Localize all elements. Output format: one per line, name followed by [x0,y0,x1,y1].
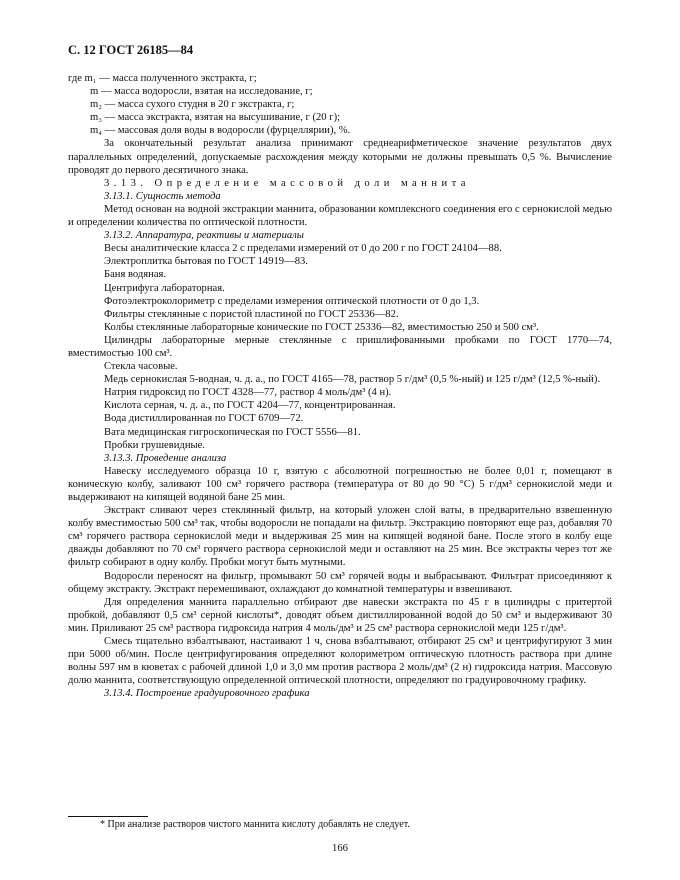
variable-definitions [68,72,612,137]
list-item: Пробки грушевидные. [104,439,205,451]
paragraph-procedure: Для определения маннита параллельно отбирают две навески экстракта по 45 г в цилиндры с притертой пробкой, добавляют 0,5 см³ серной кислоты*, доводят объем дистиллированной водой до 50 см³ и выдерживают 30 мин. Приливают 25 см³ раствора гидроксида натрия 4 моль/дм³ и 25 см³ раствора сернокислой меди 125 г/дм³. [68,596,612,634]
definition-m4: m₄ — массовая доля воды в водоросли (фурцеллярии), %. [90,125,351,137]
list-item: Кислота серная, ч. д. а., по ГОСТ 4204—77, концентрированная. [104,400,396,412]
paragraph-procedure: Навеску исследуемого образца 10 г, взятую с абсолютной погрешностью не более 0,01 г, помещают в коническую колбу, заливают 100 см³ горячего раствора (температура от 80 до 90 °С) 5 г/дм³ сернокислой меди и выдерживают на кипящей водяной бане 25 мин. [68,465,612,503]
paragraph-procedure: Смесь тщательно взбалтывают, настаивают 1 ч, снова взбалтывают, отбирают 25 см³ и центрифугируют 3 мин при 5000 об/мин. После центрифугирования определяют колориметром оптическую плотность раствора при длине волны 597 нм в кюветах с рабочей длиной 1,0 и 3,0 мм против раствора 2 моль/дм³ (2 н) гидроксида натрия. Массовую долю маннита, соответствующую определенной оптической плотности, определяют по градуировочному графику. [68,636,612,687]
definition-m1: где m₁ — масса полученного экстракта, г; [68,73,257,84]
list-item: Электроплитка бытовая по ГОСТ 14919—83. [104,256,308,268]
subsection-heading-3-13-3: 3.13.3. Проведение анализа [104,452,227,464]
list-item: Весы аналитические класса 2 с пределами измерений от 0 до 200 г по ГОСТ 24104—88. [104,243,502,255]
list-item: Баня водяная. [104,269,167,281]
definition-m: m — масса водоросли, взятая на исследование, г; [90,86,313,98]
paragraph-procedure: Экстракт сливают через стеклянный фильтр, на который уложен слой ваты, в предварительно взвешенную колбу вместимостью 500 см³ так, чтобы водоросли не попадали на фильтр. Экстракцию повторяют еще раз, добавляя 70 см³ горячего раствора сернокислой меди и выдерживая 25 мин на кипящей водяной бане. После этого в колбу еще дважды добавляют по 70 см³ горячего раствора сернокислой меди и оставляют на 25 мин. Все экстракты через тот же фильтр собирают в одну колбу. Пробки могут быть мутными. [68,505,612,569]
list-item: Вода дистиллированная по ГОСТ 6709—72. [104,413,304,425]
section-heading-3-13: 3.13. Определение массовой доли маннита [104,177,470,189]
list-item: Центрифуга лабораторная. [104,282,225,294]
page-header: С. 12 ГОСТ 26185—84 [68,43,194,57]
list-item: Натрия гидроксид по ГОСТ 4328—77, раствор 4 моль/дм³ (4 н). [104,387,392,399]
subsection-heading-3-13-4: 3.13.4. Построение градуировочного графика [104,688,310,700]
subsection-heading-3-13-2: 3.13.2. Аппаратура, реактивы и материалы [104,230,304,242]
list-item: Колбы стеклянные лабораторные конические по ГОСТ 25336—82, вместимостью 250 и 500 см³. [104,321,539,333]
subsection-heading-3-13-1: 3.13.1. Сущность метода [104,190,221,202]
page-number: 166 [332,843,348,854]
list-item: Фотоэлектроколориметр с пределами измерения оптической плотности от 0 до 1,3. [104,295,480,307]
definition-m2: m₂ — масса сухого студня в 20 г экстракта, г; [90,99,295,111]
page-body [68,72,612,701]
paragraph-procedure: Водоросли переносят на фильтр, промывают 50 см³ горячей воды и выбрасывают. Фильтрат присоединяют к общему экстракту. Экстракт перемешивают, охлаждают до комнатной температуры и взвешивают. [68,570,612,595]
footnote-divider [68,816,148,817]
list-item: Вата медицинская гигроскопическая по ГОСТ 5556—81. [104,426,361,438]
list-item: Фильтры стеклянные с пористой пластиной по ГОСТ 25336—82. [104,308,399,320]
definition-m3: m₃ — масса экстракта, взятая на высушивание, г (20 г); [90,112,341,124]
list-item: Стекла часовые. [104,361,178,373]
footnote: * При анализе растворов чистого маннита кислоту добавлять не следует. [100,819,410,830]
paragraph-method: Метод основан на водной экстракции маннита, образовании комплексного соединения его с сернокислой медью и определении количества по оптической плотности. [68,203,612,229]
list-item: Медь сернокислая 5-водная, ч. д. а., по ГОСТ 4165—78, раствор 5 г/дм³ (0,5 %-ный) и 125 г/дм³ (12,5 %-ный). [104,374,601,386]
paragraph-result: За окончательный результат анализа принимают среднеарифметическое значение результатов двух параллельных определений, допускаемые расхождения между которыми не должны превышать 0,5 %. Вычисление проводят до первого десятичного знака. [68,138,612,176]
list-item: Цилиндры лабораторные мерные стеклянные с пришлифованными пробками по ГОСТ 1770—74, вместимостью 100 см³. [68,334,612,359]
